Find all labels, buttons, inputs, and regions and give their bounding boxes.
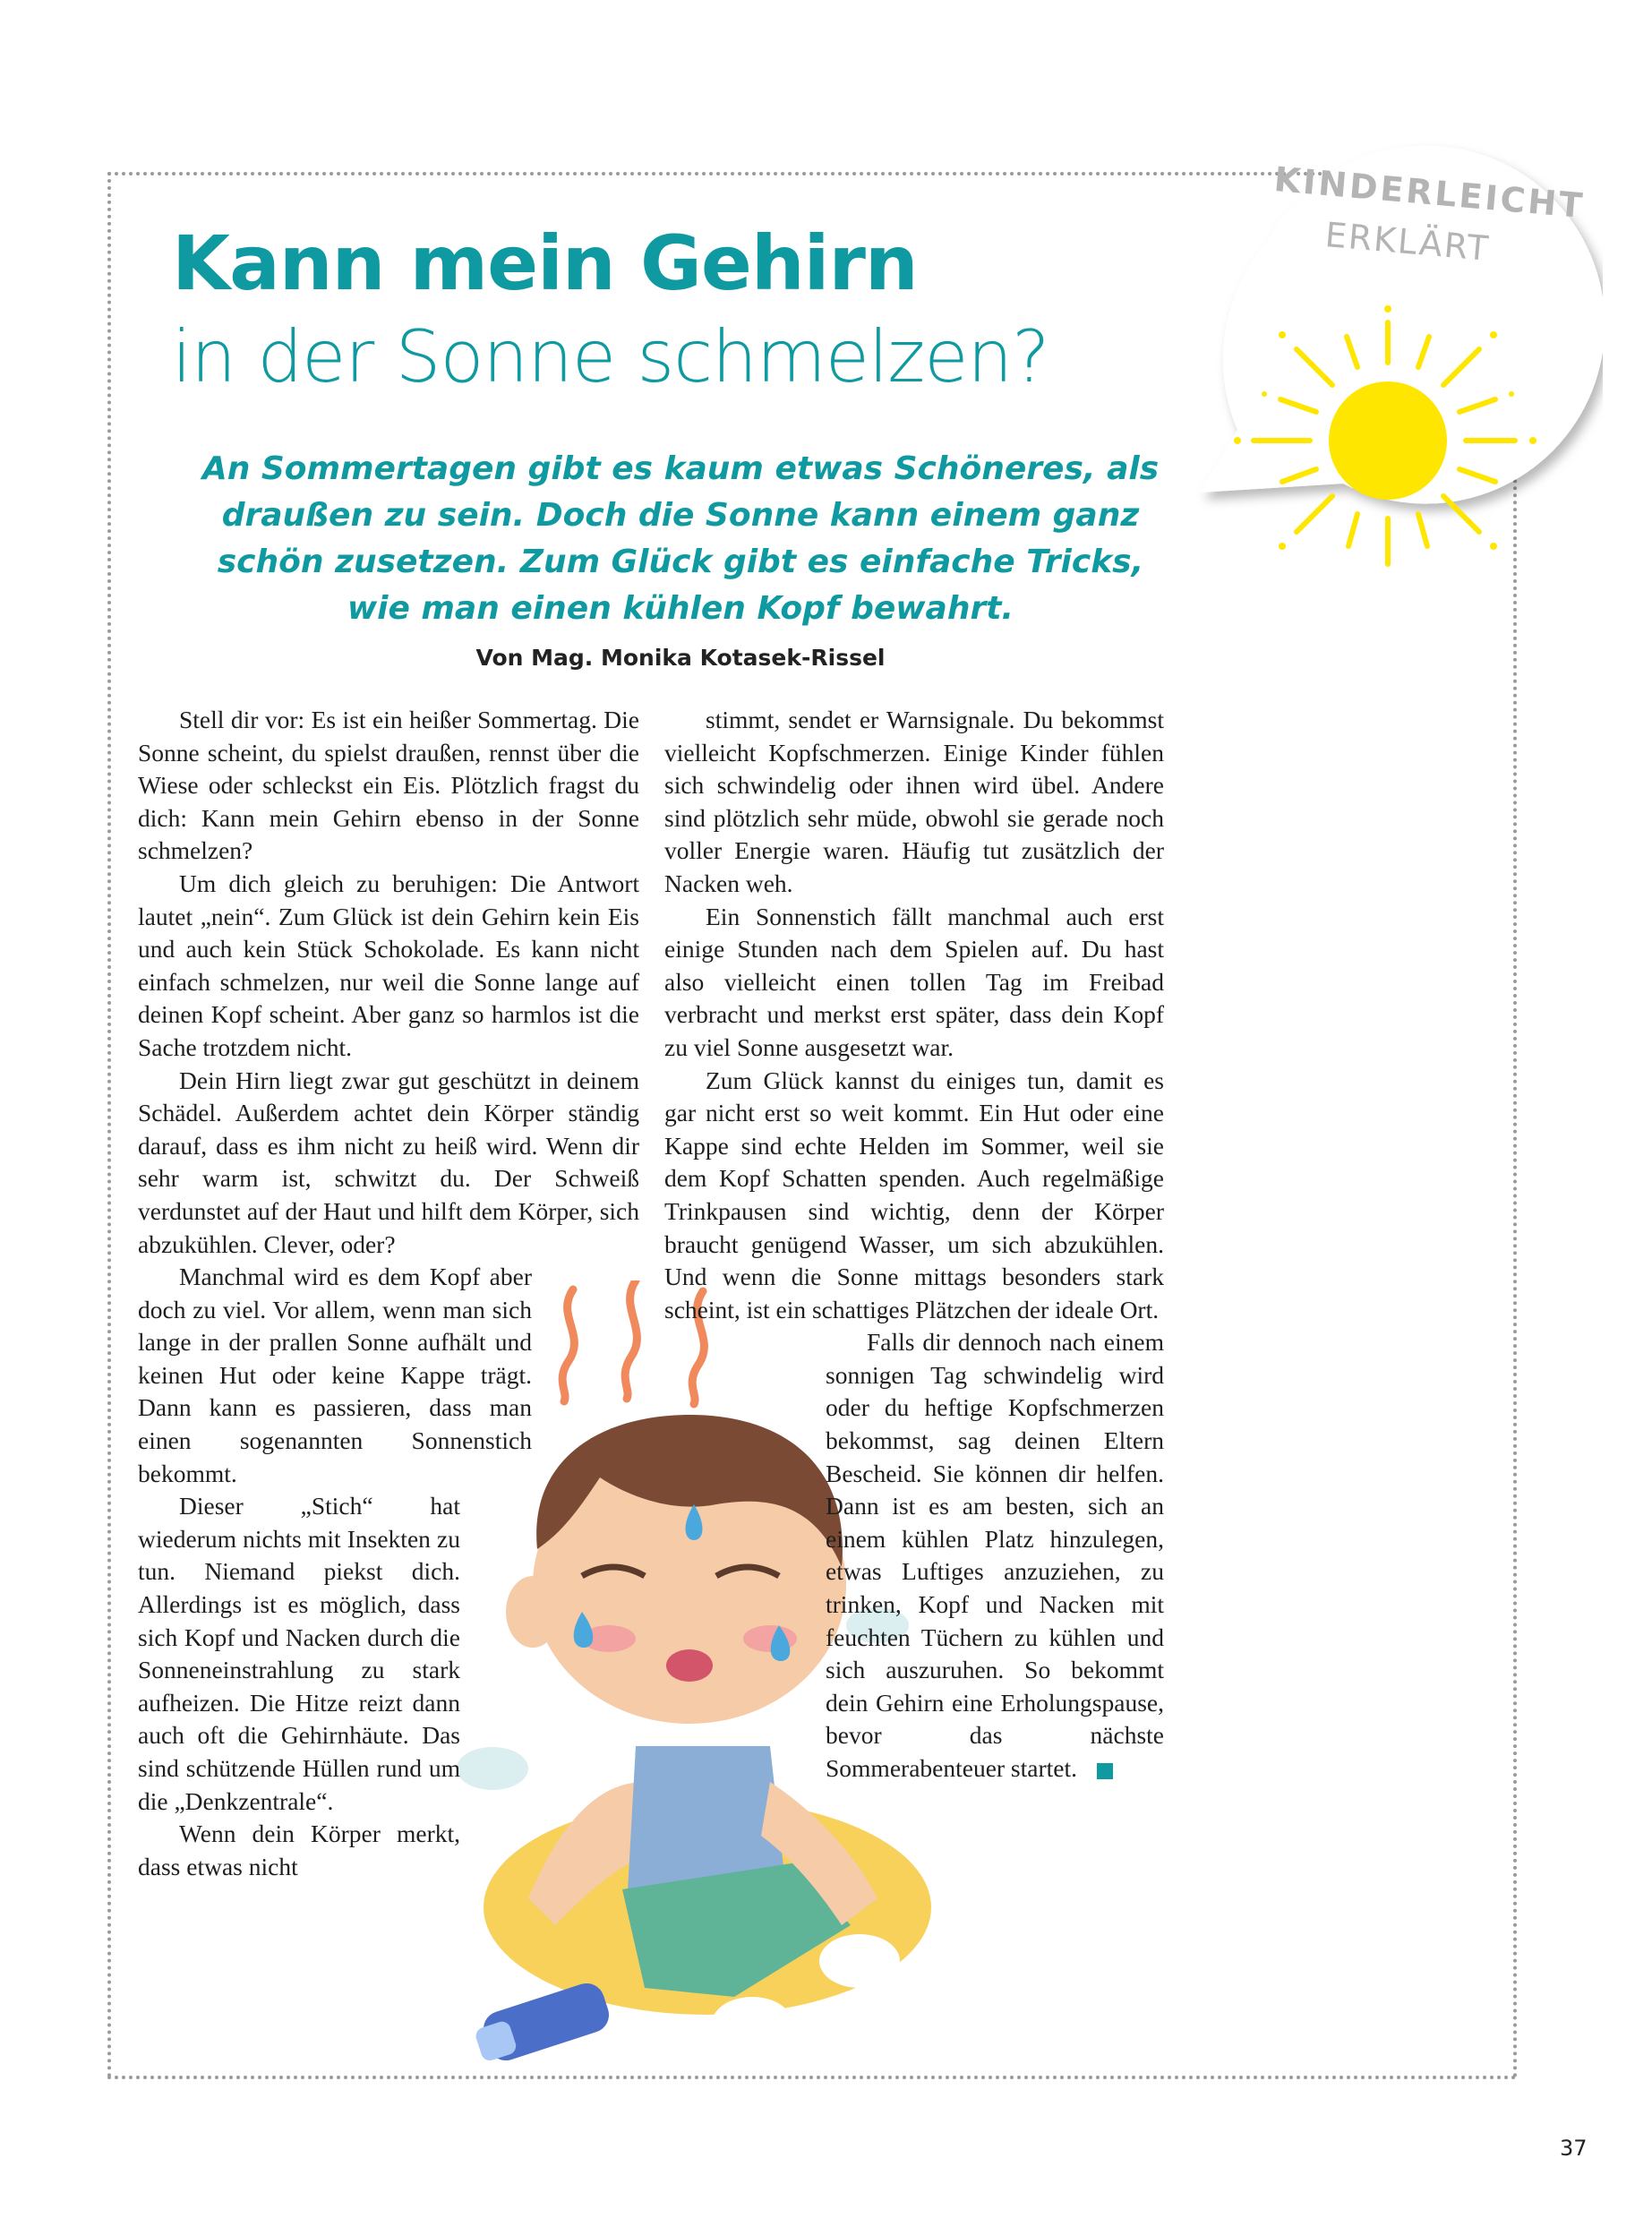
paragraph: Zum Glück kannst du einiges tun, damit es gar nicht erst so weit kommt. Ein Hut oder eine Kappe sind echte Helden im Sommer, weil sie dem Kopf Schatten spenden. Auch regelmäßige Trinkpausen sind wichtig, denn der Körper braucht genügend Wasser, um sich abzukühlen. Und wenn die Sonne mittags besonders stark scheint, ist ein schattiges Plätzchen der ideale Ort.	[664, 1066, 1164, 1323]
badge-subtitle: ERKLÄRT	[1323, 215, 1492, 269]
paragraph-text: Falls dir dennoch nach einem sonnigen Tag schwindelig wird oder du heftige Kopfschmerzen bekommst, sag deinen Eltern Bescheid. Sie können dir helfen. Dann ist es am besten, sich an einem kühlen Platz hinzulegen, etwas Luftiges anzuziehen, zu trinken, Kopf und Nacken mit feuchten Tüchern zu kühlen und sich auszuruhen. So bekommt dein Gehirn eine Erholungspause, bevor das nächste Sommerabenteuer startet.	[826, 1328, 1164, 1782]
author-byline: Von Mag. Monika Kotasek-Rissel	[475, 645, 886, 671]
headline-line-2: in der Sonne schmelzen?	[172, 315, 1049, 398]
text-column-2	[664, 704, 1164, 1786]
paragraph: Um dich gleich zu beruhigen: Die Antwort lautet „nein“. Zum Glück ist dein Gehirn kein Eis und auch kein Stück Schokolade. Es kann nicht einfach schmelzen, nur weil die Sonne lange auf deinen Kopf scheint. Aber ganz so harmlos ist die Sache trotzdem nicht.	[138, 869, 639, 1061]
paragraph: Dein Hirn liegt zwar gut geschützt in deinem Schädel. Außerdem achtet dein Körper ständig darauf, dass es ihm nicht zu heiß wird. Wenn dir sehr warm ist, schwitzt du. Der Schweiß verdunstet auf der Haut und hilft dem Körper, sich abzukühlen. Clever, oder?	[138, 1066, 639, 1258]
text-column-1	[138, 704, 639, 1883]
badge-title: KINDERLEICHT	[1272, 159, 1587, 227]
page-number: 37	[1560, 2136, 1588, 2161]
paragraph: Dieser „Stich“ hat wiederum nichts mit Insekten zu tun. Niemand piekst dich. Allerdings ist es möglich, dass sich Kopf und Nacken durch die Sonneneinstrahlung zu stark aufheizen. Die Hitze reizt dann auch oft die Gehirnhäute. Das sind schützende Hüllen rund um die „Denkzentrale“.	[138, 1492, 460, 1815]
paragraph: Manchmal wird es dem Kopf aber doch zu viel. Vor allem, wenn man sich lange in der prallen Sonne aufhält und keinen Hut oder keine Kappe trägt. Dann kann es passieren, dass man einen sogenannten Sonnenstich bekommt.	[138, 1263, 532, 1487]
headline-line-1: Kann mein Gehirn	[172, 219, 918, 307]
paragraph: Ein Sonnenstich fällt manchmal auch erst einige Stunden nach dem Spielen auf. Du hast also vielleicht einen tollen Tag im Freibad verbracht und merkst erst später, dass dein Kopf zu viel Sonne ausgesetzt war.	[664, 902, 1164, 1061]
water-bottle-icon	[474, 1979, 613, 2066]
paragraph	[826, 1326, 1164, 1785]
paragraph: stimmt, sendet er Warnsignale. Du bekommst vielleicht Kopfschmerzen. Einige Kinder fühlen sich schwindelig oder ihnen wird übel. Andere sind plötzlich sehr müde, obwohl sie gerade noch voller Energie waren. Häufig tut zusätzlich der Nacken weh.	[664, 706, 1164, 897]
paragraph: Stell dir vor: Es ist ein heißer Sommertag. Die Sonne scheint, du spielst draußen, rennst über die Wiese oder schleckst ein Eis. Plötzlich fragst du dich: Kann mein Gehirn ebenso in der Sonne schmelzen?	[138, 706, 639, 865]
paragraph: Wenn dein Körper merkt, dass etwas nicht	[138, 1820, 460, 1880]
intro-paragraph: An Sommertagen gibt es kaum etwas Schöneres, als draußen zu sein. Doch die Sonne kann einem ganz schön zusetzen. Zum Glück gibt es einfache Tricks, wie man einen kühlen Kopf bewahrt.	[201, 450, 1160, 627]
end-mark-icon	[1097, 1763, 1113, 1779]
